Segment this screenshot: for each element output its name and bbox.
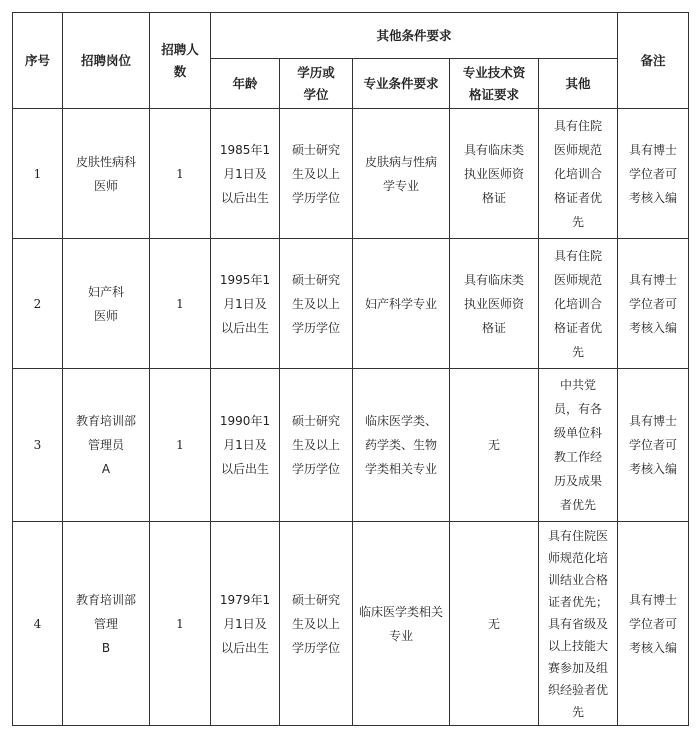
cell-other: 中共党 员，有各 级单位科 教工作经 历及成果 者优先 [539,369,618,522]
header-certificate: 专业技术资 格证要求 [450,59,539,109]
cell-count: 1 [150,369,211,522]
cell-count: 1 [150,522,211,726]
header-count: 招聘人 数 [150,13,211,109]
cell-major: 皮肤病与性病 学专业 [353,109,450,239]
cell-age: 1979年1 月1日及 以后出生 [211,522,280,726]
cell-major: 临床医学类相关 专业 [353,522,450,726]
cell-remark: 具有博士 学位者可 考核入编 [618,369,689,522]
header-education: 学历或 学位 [280,59,353,109]
cell-index: 3 [13,369,63,522]
header-other-requirements: 其他条件要求 [211,13,618,59]
cell-remark: 具有博士 学位者可 考核入编 [618,522,689,726]
cell-age: 1995年1 月1日及 以后出生 [211,239,280,369]
recruitment-table [12,12,689,726]
cell-other: 具有住院 医师规范 化培训合 格证者优 先 [539,239,618,369]
header-row-top [13,13,689,59]
cell-certificate: 具有临床类 执业医师资 格证 [450,239,539,369]
cell-age: 1990年1 月1日及 以后出生 [211,369,280,522]
header-other: 其他 [539,59,618,109]
table-row [13,522,689,726]
cell-position: 妇产科 医师 [63,239,150,369]
header-position: 招聘岗位 [63,13,150,109]
cell-position: 皮肤性病科 医师 [63,109,150,239]
header-major: 专业条件要求 [353,59,450,109]
cell-remark: 具有博士 学位者可 考核入编 [618,239,689,369]
header-remark: 备注 [618,13,689,109]
cell-age: 1985年1 月1日及 以后出生 [211,109,280,239]
cell-count: 1 [150,109,211,239]
cell-index: 1 [13,109,63,239]
cell-index: 4 [13,522,63,726]
cell-education: 硕士研究 生及以上 学历学位 [280,109,353,239]
cell-major: 妇产科学专业 [353,239,450,369]
cell-other: 具有住院 医师规范 化培训合 格证者优 先 [539,109,618,239]
header-age: 年龄 [211,59,280,109]
cell-remark: 具有博士 学位者可 考核入编 [618,109,689,239]
cell-major: 临床医学类、 药学类、生物 学类相关专业 [353,369,450,522]
cell-position: 教育培训部 管理 B [63,522,150,726]
cell-position: 教育培训部 管理员 A [63,369,150,522]
cell-count: 1 [150,239,211,369]
cell-education: 硕士研究 生及以上 学历学位 [280,369,353,522]
cell-education: 硕士研究 生及以上 学历学位 [280,239,353,369]
header-index: 序号 [13,13,63,109]
cell-other: 具有住院医 师规范化培 训结业合格 证者优先； 具有省级及 以上技能大 赛参加及组 织经验者优 先 [539,522,618,726]
cell-certificate: 无 [450,369,539,522]
table-row [13,109,689,239]
cell-education: 硕士研究 生及以上 学历学位 [280,522,353,726]
cell-index: 2 [13,239,63,369]
table-row [13,369,689,522]
cell-certificate: 具有临床类 执业医师资 格证 [450,109,539,239]
table-row [13,239,689,369]
cell-certificate: 无 [450,522,539,726]
